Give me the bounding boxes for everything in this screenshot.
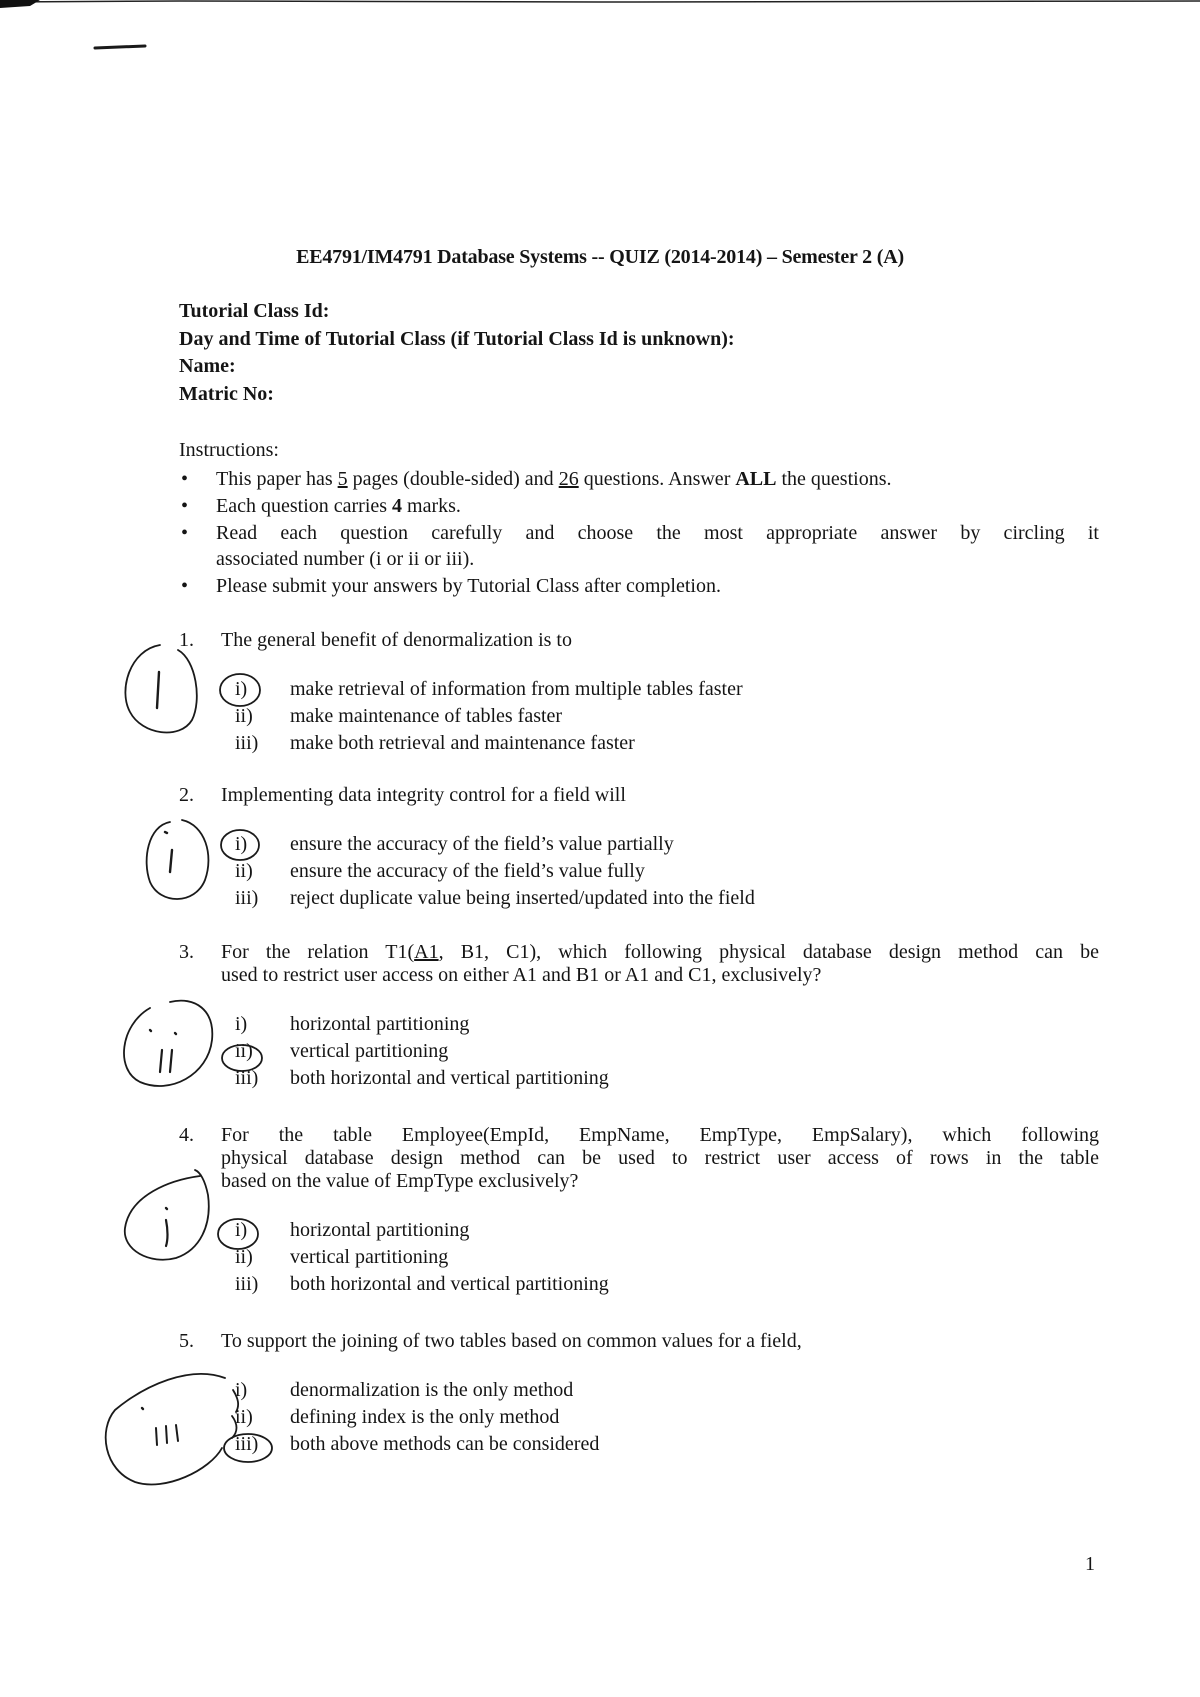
page-title: EE4791/IM4791 Database Systems -- QUIZ (2014-2014) – Semester 2 (A) — [296, 246, 904, 268]
instruction-text: questions. Answer — [578, 468, 736, 490]
pen-stroke — [95, 46, 145, 48]
handwritten-answer-mark — [160, 1050, 172, 1072]
question-4 — [179, 1124, 1099, 1298]
primary-key: A1 — [414, 941, 439, 963]
instruction-text: Please submit your answers by Tutorial Class after completion. — [216, 575, 721, 597]
tutorial-class-id-label: Tutorial Class Id: — [179, 300, 330, 322]
option-label: i) — [235, 678, 248, 700]
handwritten-answer-mark — [142, 1408, 143, 1409]
option-iii[interactable] — [179, 1065, 1099, 1092]
tutorial-day-time-label: Day and Time of Tutorial Class (if Tutorial Class Id is unknown): — [179, 327, 735, 350]
handwritten-answer-mark — [166, 1220, 168, 1246]
scan-edge-artifact — [0, 0, 1200, 12]
instruction-text: Each question carries — [216, 495, 393, 517]
option-list — [179, 831, 1099, 912]
option-ii[interactable] — [179, 1404, 1099, 1431]
instructions-heading: Instructions: — [179, 439, 279, 461]
handwritten-answer-mark — [157, 672, 159, 708]
option-label: ii) — [235, 1406, 253, 1428]
instruction-text: associated number (i or ii or iii). — [216, 548, 475, 570]
option-label: ii) — [235, 860, 253, 882]
option-label: iii) — [235, 1273, 259, 1295]
matric-no-label: Matric No: — [179, 382, 274, 405]
handwritten-answer-mark — [170, 850, 172, 872]
option-label: ii) — [235, 1040, 253, 1062]
option-text: reject duplicate value being inserted/updated into the field — [290, 887, 755, 909]
instruction-item — [179, 493, 1099, 519]
question-1 — [179, 629, 1099, 757]
question-number: 4. — [179, 1124, 194, 1146]
page-count: 5 — [337, 468, 348, 490]
handwritten-answer-mark — [150, 1030, 176, 1034]
option-text: horizontal partitioning — [290, 1013, 470, 1035]
option-text: denormalization is the only method — [290, 1379, 574, 1401]
student-info-fields — [179, 298, 735, 408]
instruction-item — [179, 520, 1099, 572]
option-label: i) — [235, 1013, 248, 1035]
option-list — [179, 1011, 1099, 1092]
instruction-item — [179, 466, 1099, 492]
option-text: defining index is the only method — [290, 1406, 560, 1428]
option-text: vertical partitioning — [290, 1246, 449, 1268]
option-label: ii) — [235, 1246, 253, 1268]
question-stem-line — [221, 941, 1099, 964]
option-ii[interactable] — [179, 1244, 1099, 1271]
name-label: Name: — [179, 355, 236, 377]
question-number: 5. — [179, 1330, 194, 1352]
option-ii[interactable] — [179, 1038, 1099, 1065]
instructions-list — [179, 466, 1099, 599]
question-text — [179, 629, 1099, 652]
instruction-text: the questions. — [776, 468, 892, 490]
instruction-item — [179, 573, 1099, 599]
question-stem: To support the joining of two tables based on common values for a field, — [221, 1330, 802, 1352]
marks-per-question: 4 — [392, 495, 403, 517]
option-iii[interactable] — [179, 885, 1099, 912]
option-text: make maintenance of tables faster — [290, 705, 563, 727]
emphasis-all: ALL — [735, 468, 777, 490]
option-text: make both retrieval and maintenance faster — [290, 732, 635, 754]
handwritten-answer-mark — [165, 832, 167, 833]
question-stem: , B1, C1), which following physical database design method can be — [438, 941, 1099, 963]
question-number: 1. — [179, 629, 194, 651]
option-i[interactable] — [179, 831, 1099, 858]
option-label: i) — [235, 1219, 248, 1241]
option-text: ensure the accuracy of the field’s value fully — [290, 860, 645, 882]
question-number: 3. — [179, 941, 194, 963]
option-list — [179, 1377, 1099, 1458]
question-text — [179, 784, 1099, 807]
option-label: iii) — [235, 732, 259, 754]
option-iii[interactable] — [179, 730, 1099, 757]
option-ii[interactable] — [179, 858, 1099, 885]
option-label: iii) — [235, 1433, 259, 1455]
option-label: ii) — [235, 705, 253, 727]
question-text — [179, 941, 1099, 987]
handwritten-answer-mark — [166, 1208, 167, 1209]
option-label: iii) — [235, 887, 259, 909]
option-i[interactable] — [179, 1011, 1099, 1038]
question-3 — [179, 941, 1099, 1092]
option-i[interactable] — [179, 676, 1099, 703]
question-stem: The general benefit of denormalization is to — [221, 629, 572, 651]
option-list — [179, 676, 1099, 757]
option-label: i) — [235, 833, 248, 855]
option-label: iii) — [235, 1067, 259, 1089]
question-2 — [179, 784, 1099, 912]
instruction-text: • Read each question carefully and choose the most appropriate answer by circling it — [216, 522, 1099, 544]
handwritten-answer-mark — [156, 1425, 178, 1445]
option-label: i) — [235, 1379, 248, 1401]
instruction-text: pages (double-sided) and — [347, 468, 559, 490]
option-text: vertical partitioning — [290, 1040, 449, 1062]
option-i[interactable] — [179, 1377, 1099, 1404]
question-text — [179, 1330, 1099, 1353]
question-stem: For the relation T1( — [221, 941, 415, 963]
question-stem-line: physical database design method can be used to restrict user access of rows in the table — [221, 1147, 1099, 1169]
question-stem: Implementing data integrity control for a field will — [221, 784, 626, 806]
option-iii[interactable] — [179, 1271, 1099, 1298]
option-text: both above methods can be considered — [290, 1433, 600, 1455]
page-number: 1 — [1085, 1553, 1095, 1575]
option-text: both horizontal and vertical partitioning — [290, 1067, 609, 1089]
question-text — [179, 1124, 1099, 1193]
option-text: both horizontal and vertical partitioning — [290, 1273, 609, 1295]
option-text: horizontal partitioning — [290, 1219, 470, 1241]
question-5 — [179, 1330, 1099, 1458]
instructions — [179, 437, 1099, 600]
instruction-text: This paper has — [216, 468, 338, 490]
option-i[interactable] — [179, 1217, 1099, 1244]
question-stem-line: For the table Employee(EmpId, EmpName, EmpType, EmpSalary), which following — [221, 1124, 1099, 1146]
instruction-text: marks. — [402, 495, 461, 517]
option-text: ensure the accuracy of the field’s value partially — [290, 833, 674, 855]
option-list — [179, 1217, 1099, 1298]
question-stem-line: based on the value of EmpType exclusively? — [221, 1170, 579, 1192]
option-iii[interactable] — [179, 1431, 1099, 1458]
question-stem-line: used to restrict user access on either A1 and B1 or A1 and C1, exclusively? — [221, 964, 822, 986]
option-text: make retrieval of information from multiple tables faster — [290, 678, 743, 700]
question-count: 26 — [558, 468, 579, 490]
option-ii[interactable] — [179, 703, 1099, 730]
question-number: 2. — [179, 784, 194, 806]
